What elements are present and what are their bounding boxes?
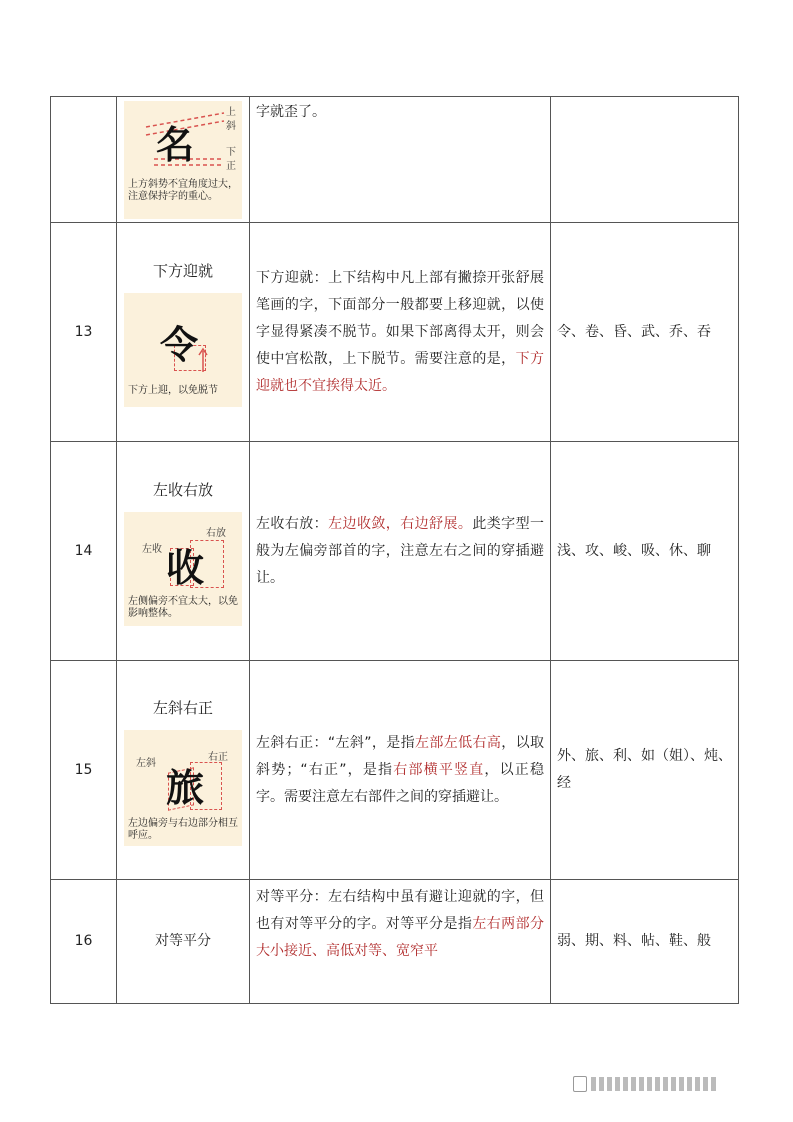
style-cell — [117, 880, 250, 1004]
desc-highlight: 左部左低右高 — [415, 734, 502, 751]
style-cell — [117, 97, 250, 223]
style-cell — [117, 223, 250, 442]
illustration-caption: 左侧偏旁不宜太大，以免影响整体。 — [128, 595, 238, 619]
example-character: 旅 — [166, 764, 205, 810]
table-row — [51, 97, 739, 223]
illustration-caption: 上方斜势不宜角度过大，注意保持字的重心。 — [128, 178, 238, 202]
examples-cell: 外、旅、利、如（姐）、炖、经 — [551, 661, 739, 880]
desc-text: 对等平分：左右结构中虽有避让迎就的字，但也有对等平分的字。对等平分是指 — [256, 889, 544, 932]
description-cell — [250, 880, 551, 1004]
desc-highlight: 右部横平竖直 — [393, 761, 485, 778]
table-row — [51, 442, 739, 661]
label-right-zheng: 右正 — [208, 751, 228, 763]
desc-text: ，以正稳字。需要注意左右部件之间的穿插避让。 — [256, 761, 545, 805]
document-icon — [573, 1076, 587, 1092]
examples-cell — [551, 97, 739, 223]
example-character: 令 — [160, 321, 199, 367]
table-row — [51, 661, 739, 880]
style-cell — [117, 661, 250, 880]
arrow-up-icon — [198, 347, 208, 373]
illustration-ling — [124, 293, 242, 407]
style-cell — [117, 442, 250, 661]
structure-name: 下方迎就 — [152, 261, 213, 280]
label-zheng: 正 — [226, 160, 236, 172]
desc-highlight: 下方迎就也不宜挨得太近。 — [256, 350, 544, 394]
desc-text: 下方迎就：上下结构中凡上部有撇捺开张舒展笔画的字，下面部分一般都要上移迎就，以使字显得紧凑不脱节。如果下部离得太开，则会使中宫松散，上下脱节。需要注意的是， — [256, 269, 544, 367]
label-shang: 上 — [226, 106, 236, 118]
illustration-caption: 左边偏旁与右边部分相互呼应。 — [128, 817, 238, 841]
label-xia: 下 — [226, 146, 236, 158]
desc-text: 此类字型一般为左偏旁部首的字，注意左右之间的穿插避让。 — [256, 515, 545, 586]
watermark-bars — [591, 1077, 716, 1091]
desc-text: ，以取斜势；“右正”，是指 — [256, 734, 544, 778]
table-row — [51, 880, 739, 1004]
examples-cell: 弱、期、料、帖、鞋、般 — [551, 880, 739, 1004]
description-cell — [250, 661, 551, 880]
row-number: 15 — [51, 661, 117, 880]
watermark — [573, 1074, 720, 1094]
desc-text: 字就歪了。 — [256, 104, 326, 120]
table-row — [51, 223, 739, 442]
illustration-shou — [124, 512, 242, 626]
structure-name: 左斜右正 — [152, 698, 213, 717]
row-number: 14 — [51, 442, 117, 661]
label-xie: 斜 — [226, 120, 236, 132]
examples-cell: 浅、攻、峻、吸、休、聊 — [551, 442, 739, 661]
examples-cell: 令、卷、昏、武、乔、吞 — [551, 223, 739, 442]
illustration-caption: 下方上迎，以免脱节 — [128, 384, 218, 396]
desc-text: 左收右放： — [256, 515, 329, 532]
desc-text: 左斜右正：“左斜”，是指 — [256, 734, 415, 751]
desc-clip — [256, 884, 544, 996]
structure-name: 左收右放 — [152, 480, 213, 499]
illustration-ming — [124, 101, 242, 219]
row-number — [51, 97, 117, 223]
label-left-shou: 左收 — [142, 543, 162, 555]
description-cell — [250, 97, 551, 223]
row-number: 16 — [51, 880, 117, 1004]
structure-name: 对等平分 — [155, 933, 211, 949]
calligraphy-structure-table — [50, 96, 739, 1004]
label-left-xie: 左斜 — [136, 757, 156, 769]
illustration-lv — [124, 730, 242, 846]
example-character: 收 — [166, 544, 205, 590]
description-cell — [250, 442, 551, 661]
label-right-fang: 右放 — [206, 527, 226, 539]
desc-highlight: 左边收敛，右边舒展。 — [328, 515, 473, 532]
description-cell — [250, 223, 551, 442]
desc-highlight: 左右两部分大小接近、高低对等、宽窄平 — [256, 916, 544, 959]
row-number: 13 — [51, 223, 117, 442]
example-character: 名 — [156, 121, 195, 167]
